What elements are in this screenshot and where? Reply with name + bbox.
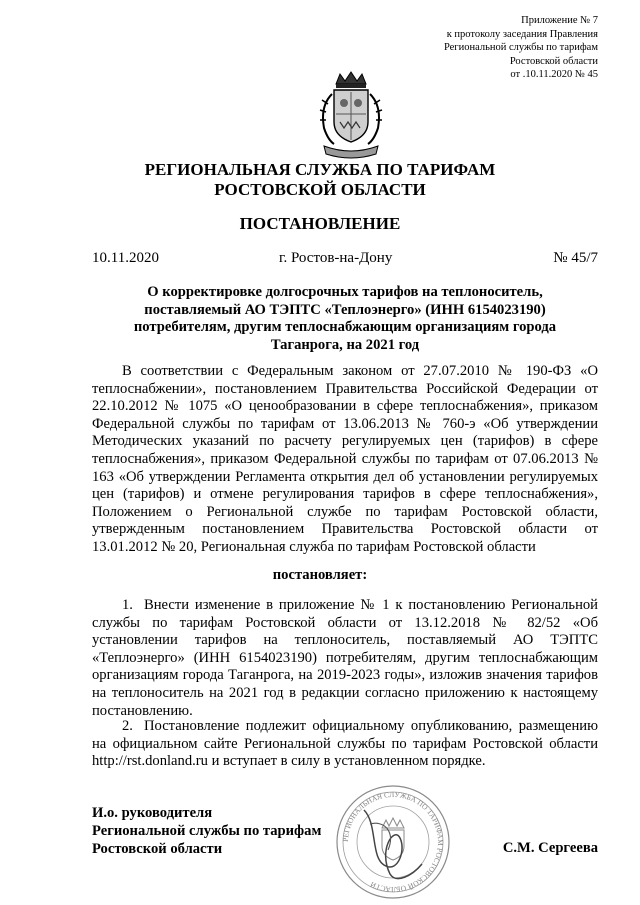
- item-number: 2.: [122, 718, 133, 734]
- signatory-position: [92, 804, 321, 858]
- item-text: Внести изменение в приложение № 1 к постановлению Региональной службы по тарифам Ростовской области от 13.12.2018 № 82/52 «Об установлении тарифов на теплоноситель, поставляемый АО ТЭПТС «Теплоэнерго» (ИНН 6154023190) потребителям, другим теплоснабжающим организациям города Таганрога, на 2019-2023 годы», изложив значения тарифов на теплоноситель на 2021 год в редакции согласно приложению к настоящему постановлению.: [92, 597, 598, 719]
- subject-line: поставляемый АО ТЭПТС «Теплоэнерго» (ИНН 6154023190): [144, 301, 546, 318]
- decree-item: [92, 718, 598, 771]
- appendix-line: к протоколу заседания Правления: [446, 28, 598, 40]
- signatory-position-line: И.о. руководителя: [92, 805, 213, 821]
- appendix-line: Приложение № 7: [521, 15, 598, 26]
- signatory-position-line: Ростовской области: [92, 841, 223, 857]
- document-city: г. Ростов-на-Дону: [279, 250, 393, 266]
- signatory-name: С.М. Сергеева: [502, 840, 598, 856]
- seal-text: РЕГИОНАЛЬНАЯ СЛУЖБА ПО ТАРИФАМ РОСТОВСКОЙ ОБЛАСТИ: [340, 789, 446, 895]
- appendix-line: Региональной службы по тарифам: [443, 42, 598, 54]
- document-date: 10.11.2020: [92, 250, 159, 266]
- document-meta: [92, 250, 598, 270]
- appendix-line: от .10.11.2020 № 45: [510, 69, 598, 81]
- decree-item: [92, 597, 598, 720]
- decree-word: постановляет:: [272, 567, 368, 583]
- appendix-note: [444, 14, 598, 82]
- organization-title-line: РОСТОВСКОЙ ОБЛАСТИ: [214, 180, 426, 199]
- item-text: Постановление подлежит официальному опубликованию, размещению на официальном сайте Региональной службы по тарифам Ростовской области http://rst.donland.ru и вступает в силу в установленном порядке.: [92, 718, 598, 770]
- document-number: № 45/7: [553, 250, 598, 266]
- subject-line: О корректировке долгосрочных тарифов на теплоноситель,: [147, 284, 543, 300]
- document-subject: [92, 284, 598, 354]
- organization-title-line: РЕГИОНАЛЬНАЯ СЛУЖБА ПО ТАРИФАМ: [144, 160, 496, 179]
- coat-of-arms-icon: [314, 70, 388, 164]
- official-seal: [326, 780, 460, 904]
- signatory-position-line: Региональной службы по тарифам: [92, 823, 322, 839]
- item-number: 1.: [122, 597, 133, 613]
- organization-title: [0, 160, 640, 200]
- subject-line: Таганрога, на 2021 год: [270, 336, 420, 353]
- document-type: ПОСТАНОВЛЕНИЕ: [239, 214, 401, 233]
- subject-line: потребителям, другим теплоснабжающим организациям города: [133, 319, 557, 336]
- preamble-paragraph: В соответствии с Федеральным законом от 27.07.2010 № 190-ФЗ «О теплоснабжении», постановлением Правительства Российской Федерации от 22.10.2012 № 1075 «О ценообразовании в сфере теплоснабжения», приказом Федеральной службы по тарифам от 13.06.2013 № 760-э «Об утверждении Методических указаний по расчету регулируемых цен (тарифов) в сфере теплоснабжения», приказом Федеральной службы по тарифам от 07.06.2013 № 163 «Об утверждении Регламента открытия дел об установлении регулируемых цен (тарифов) и отмене регулирования тарифов в сфере теплоснабжения», Положением о Региональной службе по тарифам Ростовской области, утвержденным постановлением Правительства Ростовской области от 13.01.2012 № 20, Региональная служба по тарифам Ростовской области: [92, 363, 598, 555]
- appendix-line: Ростовской области: [509, 55, 598, 67]
